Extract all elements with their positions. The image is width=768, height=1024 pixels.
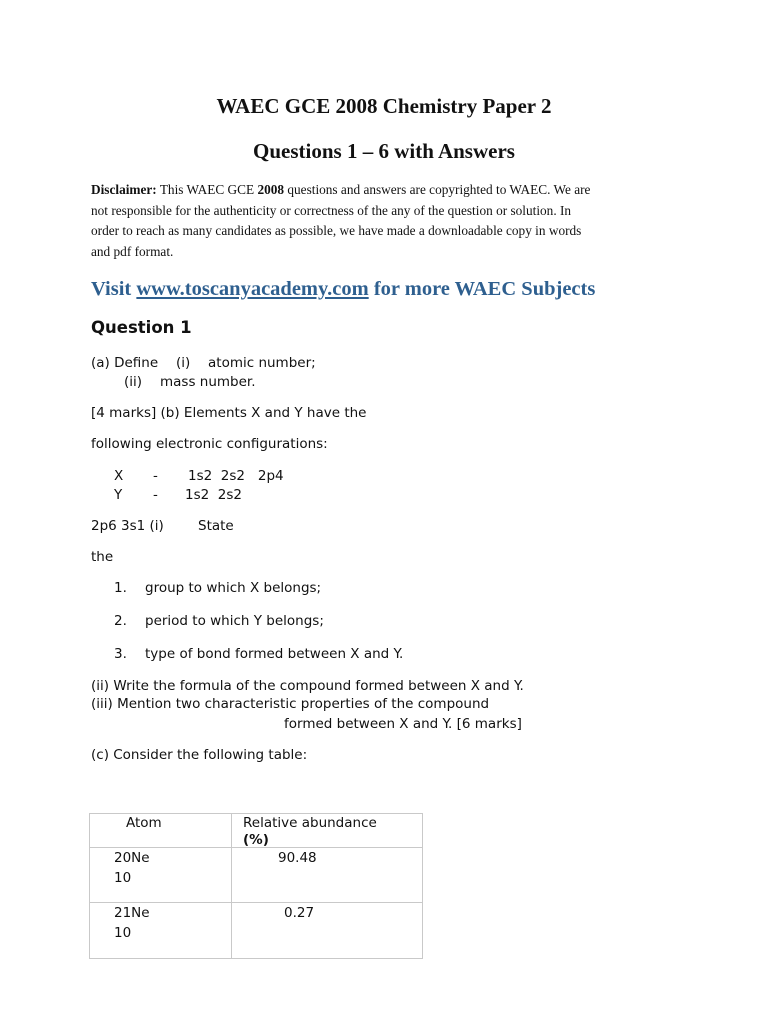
- list-item-number: 2.: [114, 613, 127, 629]
- config-dash: -: [153, 468, 158, 484]
- part-iii-continued: formed between X and Y. [6 marks]: [284, 716, 522, 732]
- config-element: Y: [114, 487, 123, 503]
- disclaimer-text: not responsible for the authenticity or correctness of the any of the question or solution. In: [91, 202, 572, 218]
- document-title: WAEC GCE 2008 Chemistry Paper 2: [216, 94, 552, 118]
- list-item-number: 1.: [114, 580, 127, 596]
- config-value: 1s2 2s2: [185, 487, 243, 503]
- question-heading: Question 1: [91, 318, 192, 337]
- part-a-roman-i: (i): [176, 355, 191, 371]
- table-cell: [90, 848, 232, 903]
- abundance-value: 90.48: [278, 850, 317, 866]
- table-header-cell: [232, 814, 423, 848]
- table-cell: [232, 848, 423, 903]
- marks-part-b: [4 marks] (b) Elements X and Y have the: [91, 405, 367, 421]
- part-a-text-i: atomic number;: [208, 355, 316, 371]
- list-item: period to which Y belongs;: [145, 613, 324, 629]
- disclaimer-label: Disclaimer:: [91, 182, 157, 197]
- list-item: group to which X belongs;: [145, 580, 322, 596]
- atom-mass-symbol: 20Ne: [114, 850, 150, 866]
- atom-number: 10: [114, 870, 132, 886]
- part-a-label: (a) Define: [91, 355, 159, 371]
- visit-line: [91, 278, 595, 301]
- state-line-right: State: [198, 518, 234, 534]
- atom-number: 10: [114, 925, 132, 941]
- table-cell: [232, 903, 423, 959]
- part-a-text-ii: mass number.: [160, 374, 256, 390]
- config-element: X: [114, 468, 124, 484]
- table-cell: [90, 903, 232, 959]
- table-header-cell: [90, 814, 232, 848]
- abundance-value: 0.27: [284, 905, 315, 921]
- part-ii: (ii) Write the formula of the compound formed between X and Y.: [91, 678, 524, 694]
- the-word: the: [91, 549, 114, 565]
- config-value: 1s2 2s2 2p4: [188, 468, 284, 484]
- config-intro: following electronic configurations:: [91, 436, 328, 452]
- disclaimer-text: and pdf format.: [91, 243, 174, 259]
- document-subtitle: Questions 1 – 6 with Answers: [253, 139, 515, 163]
- disclaimer-text: This WAEC GCE: [159, 182, 255, 197]
- table-header-row: [90, 814, 423, 848]
- state-line-left: 2p6 3s1 (i): [91, 518, 164, 534]
- table-header-atom: Atom: [126, 815, 162, 831]
- part-c: (c) Consider the following table:: [91, 747, 308, 763]
- visit-suffix: for more WAEC Subjects: [373, 278, 596, 300]
- list-item-number: 3.: [114, 646, 127, 662]
- table-header-abundance: Relative abundance: [243, 815, 377, 831]
- visit-prefix: Visit: [91, 278, 132, 300]
- disclaimer-text: order to reach as many candidates as possible, we have made a downloadable copy in words: [91, 223, 582, 238]
- table-row: [90, 903, 423, 959]
- abundance-table: [89, 813, 423, 959]
- part-iii: (iii) Mention two characteristic properties of the compound: [91, 696, 490, 712]
- part-a-roman-ii: (ii): [124, 374, 143, 390]
- disclaimer-text: questions and answers are copyrighted to WAEC. We are: [287, 182, 591, 197]
- atom-mass-symbol: 21Ne: [114, 905, 150, 921]
- website-link[interactable]: www.toscanyacademy.com: [136, 278, 369, 300]
- disclaimer-year: 2008: [257, 182, 285, 197]
- config-dash: -: [153, 487, 158, 503]
- list-item: type of bond formed between X and Y.: [145, 646, 404, 662]
- disclaimer-paragraph: [91, 180, 681, 262]
- table-row: [90, 848, 423, 903]
- table-header-unit: (%): [243, 832, 269, 848]
